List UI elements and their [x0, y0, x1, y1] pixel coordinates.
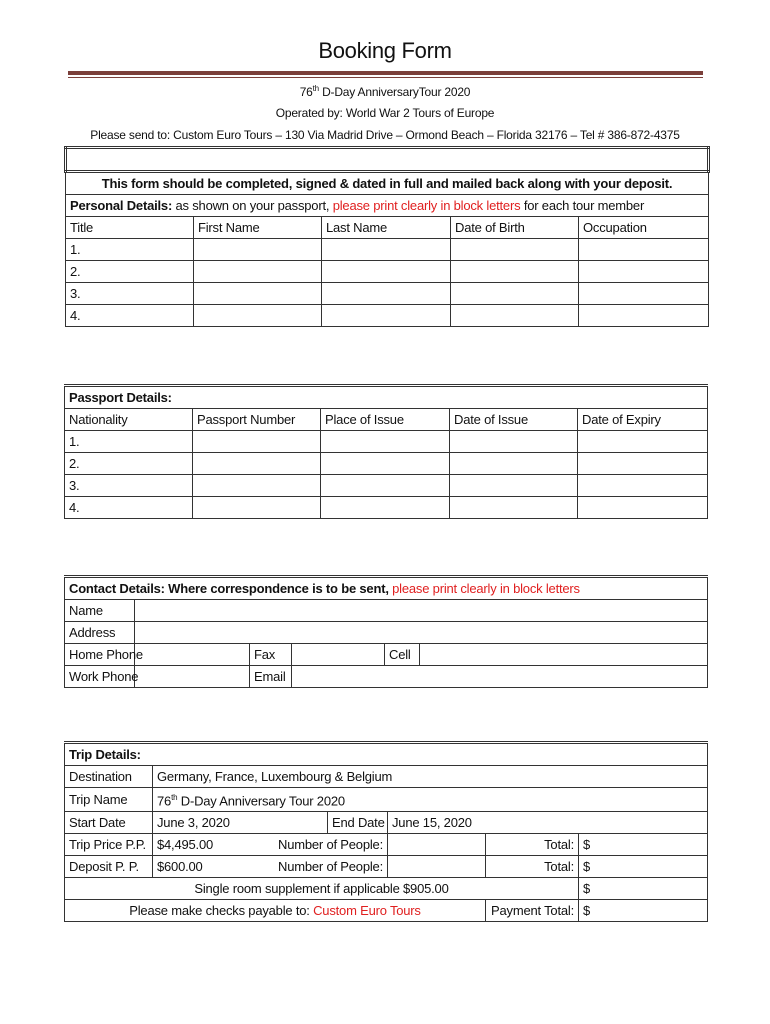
end-date-value: June 15, 2020 — [388, 812, 708, 834]
cell-label: Cell — [385, 644, 420, 666]
start-date-value: June 3, 2020 — [153, 812, 328, 834]
row-number: 3. — [66, 283, 194, 305]
row-number: 2. — [65, 453, 193, 475]
first-name-field[interactable] — [194, 283, 322, 305]
occupation-field[interactable] — [579, 239, 709, 261]
row-number: 1. — [66, 239, 194, 261]
home-phone-field[interactable] — [135, 644, 250, 666]
single-supplement-text: Single room supplement if applicable $905.00 — [65, 878, 579, 900]
row-number: 1. — [65, 431, 193, 453]
place-of-issue-field[interactable] — [321, 431, 450, 453]
table-row — [65, 431, 708, 453]
date-of-expiry-field[interactable] — [578, 475, 708, 497]
send-to-line: Please send to: Custom Euro Tours – 130 Via Madrid Drive – Ormond Beach – Florida 32176 – Tel # 386-872-4375 — [90, 128, 680, 142]
start-date-label: Start Date — [65, 812, 153, 834]
personal-details-heading: Personal Details: as shown on your passport, please print clearly in block letters for each tour member — [66, 195, 709, 217]
col-header-place-of-issue: Place of Issue — [321, 409, 450, 431]
trip-price-total-field[interactable]: $ — [579, 834, 708, 856]
notice-text: This form should be completed, signed & dated in full and mailed back along with your deposit. — [66, 172, 709, 195]
page-title: Booking Form — [318, 38, 452, 63]
row-number: 4. — [65, 497, 193, 519]
tour-subtitle: 76th D-Day AnniversaryTour 2020 — [299, 84, 471, 99]
row-number: 2. — [66, 261, 194, 283]
trip-price-label: Trip Price P.P. — [65, 834, 153, 856]
table-row — [66, 305, 709, 327]
passport-details-heading: Passport Details: — [65, 386, 708, 409]
trip-price-people-field[interactable] — [388, 834, 486, 856]
col-header-title: Title — [66, 217, 194, 239]
date-of-issue-field[interactable] — [450, 497, 578, 519]
deposit-label: Deposit P. P. — [65, 856, 153, 878]
table-row — [65, 497, 708, 519]
date-of-birth-field[interactable] — [451, 283, 579, 305]
date-of-birth-field[interactable] — [451, 239, 579, 261]
end-date-label: End Date — [328, 812, 388, 834]
col-header-passport-number: Passport Number — [193, 409, 321, 431]
date-of-issue-field[interactable] — [450, 453, 578, 475]
work-phone-field[interactable] — [135, 666, 250, 688]
table-row — [66, 261, 709, 283]
trip-details-heading: Trip Details: — [65, 743, 708, 766]
fax-label: Fax — [250, 644, 292, 666]
col-header-occupation: Occupation — [579, 217, 709, 239]
place-of-issue-field[interactable] — [321, 453, 450, 475]
title-rule-thin — [68, 77, 703, 78]
col-header-date-of-expiry: Date of Expiry — [578, 409, 708, 431]
place-of-issue-field[interactable] — [321, 475, 450, 497]
deposit-value: $600.00 Number of People: — [153, 856, 388, 878]
single-supplement-field[interactable]: $ — [579, 878, 708, 900]
trip-name-value: 76th D-Day Anniversary Tour 2020 — [153, 788, 708, 812]
table-row — [66, 239, 709, 261]
address-field[interactable] — [135, 622, 708, 644]
passport-details-table — [64, 384, 708, 519]
address-label: Address — [65, 622, 135, 644]
occupation-field[interactable] — [579, 261, 709, 283]
first-name-field[interactable] — [194, 305, 322, 327]
destination-label: Destination — [65, 766, 153, 788]
name-label: Name — [65, 600, 135, 622]
last-name-field[interactable] — [322, 283, 451, 305]
cell-field[interactable] — [420, 644, 708, 666]
contact-details-table — [64, 575, 708, 688]
col-header-last-name: Last Name — [322, 217, 451, 239]
title-rule — [68, 71, 703, 75]
email-label: Email — [250, 666, 292, 688]
col-header-first-name: First Name — [194, 217, 322, 239]
table-row — [66, 283, 709, 305]
date-of-birth-field[interactable] — [451, 261, 579, 283]
name-field[interactable] — [135, 600, 708, 622]
home-phone-label: Home Phone — [65, 644, 135, 666]
deposit-total-label: Total: — [486, 856, 579, 878]
trip-details-table — [64, 741, 708, 922]
payment-total-label: Payment Total: — [486, 900, 579, 922]
date-of-expiry-field[interactable] — [578, 497, 708, 519]
deposit-total-field[interactable]: $ — [579, 856, 708, 878]
trip-name-label: Trip Name — [65, 788, 153, 812]
row-number: 4. — [66, 305, 194, 327]
last-name-field[interactable] — [322, 305, 451, 327]
personal-details-table — [64, 146, 710, 327]
work-phone-label: Work Phone — [65, 666, 135, 688]
table-row — [65, 475, 708, 497]
contact-details-heading: Contact Details: Where correspondence is to be sent, please print clearly in block letters — [65, 577, 708, 600]
table-row — [65, 453, 708, 475]
col-header-nationality: Nationality — [65, 409, 193, 431]
destination-value: Germany, France, Luxembourg & Belgium — [153, 766, 708, 788]
blank-band — [66, 148, 709, 172]
deposit-people-field[interactable] — [388, 856, 486, 878]
col-header-date-of-birth: Date of Birth — [451, 217, 579, 239]
date-of-expiry-field[interactable] — [578, 431, 708, 453]
trip-price-total-label: Total: — [486, 834, 579, 856]
row-number: 3. — [65, 475, 193, 497]
last-name-field[interactable] — [322, 239, 451, 261]
checks-payable-text: Please make checks payable to: Custom Euro Tours — [65, 900, 486, 922]
payment-total-field[interactable]: $ — [579, 900, 708, 922]
passport-number-field[interactable] — [193, 497, 321, 519]
trip-price-value: $4,495.00 Number of People: — [153, 834, 388, 856]
occupation-field[interactable] — [579, 283, 709, 305]
date-of-issue-field[interactable] — [450, 431, 578, 453]
passport-number-field[interactable] — [193, 475, 321, 497]
place-of-issue-field[interactable] — [321, 497, 450, 519]
operator-line: Operated by: World War 2 Tours of Europe — [275, 106, 495, 120]
first-name-field[interactable] — [194, 239, 322, 261]
passport-number-field[interactable] — [193, 453, 321, 475]
first-name-field[interactable] — [194, 261, 322, 283]
email-field[interactable] — [292, 666, 708, 688]
occupation-field[interactable] — [579, 305, 709, 327]
fax-field[interactable] — [292, 644, 385, 666]
passport-number-field[interactable] — [193, 431, 321, 453]
date-of-issue-field[interactable] — [450, 475, 578, 497]
last-name-field[interactable] — [322, 261, 451, 283]
date-of-expiry-field[interactable] — [578, 453, 708, 475]
col-header-date-of-issue: Date of Issue — [450, 409, 578, 431]
date-of-birth-field[interactable] — [451, 305, 579, 327]
